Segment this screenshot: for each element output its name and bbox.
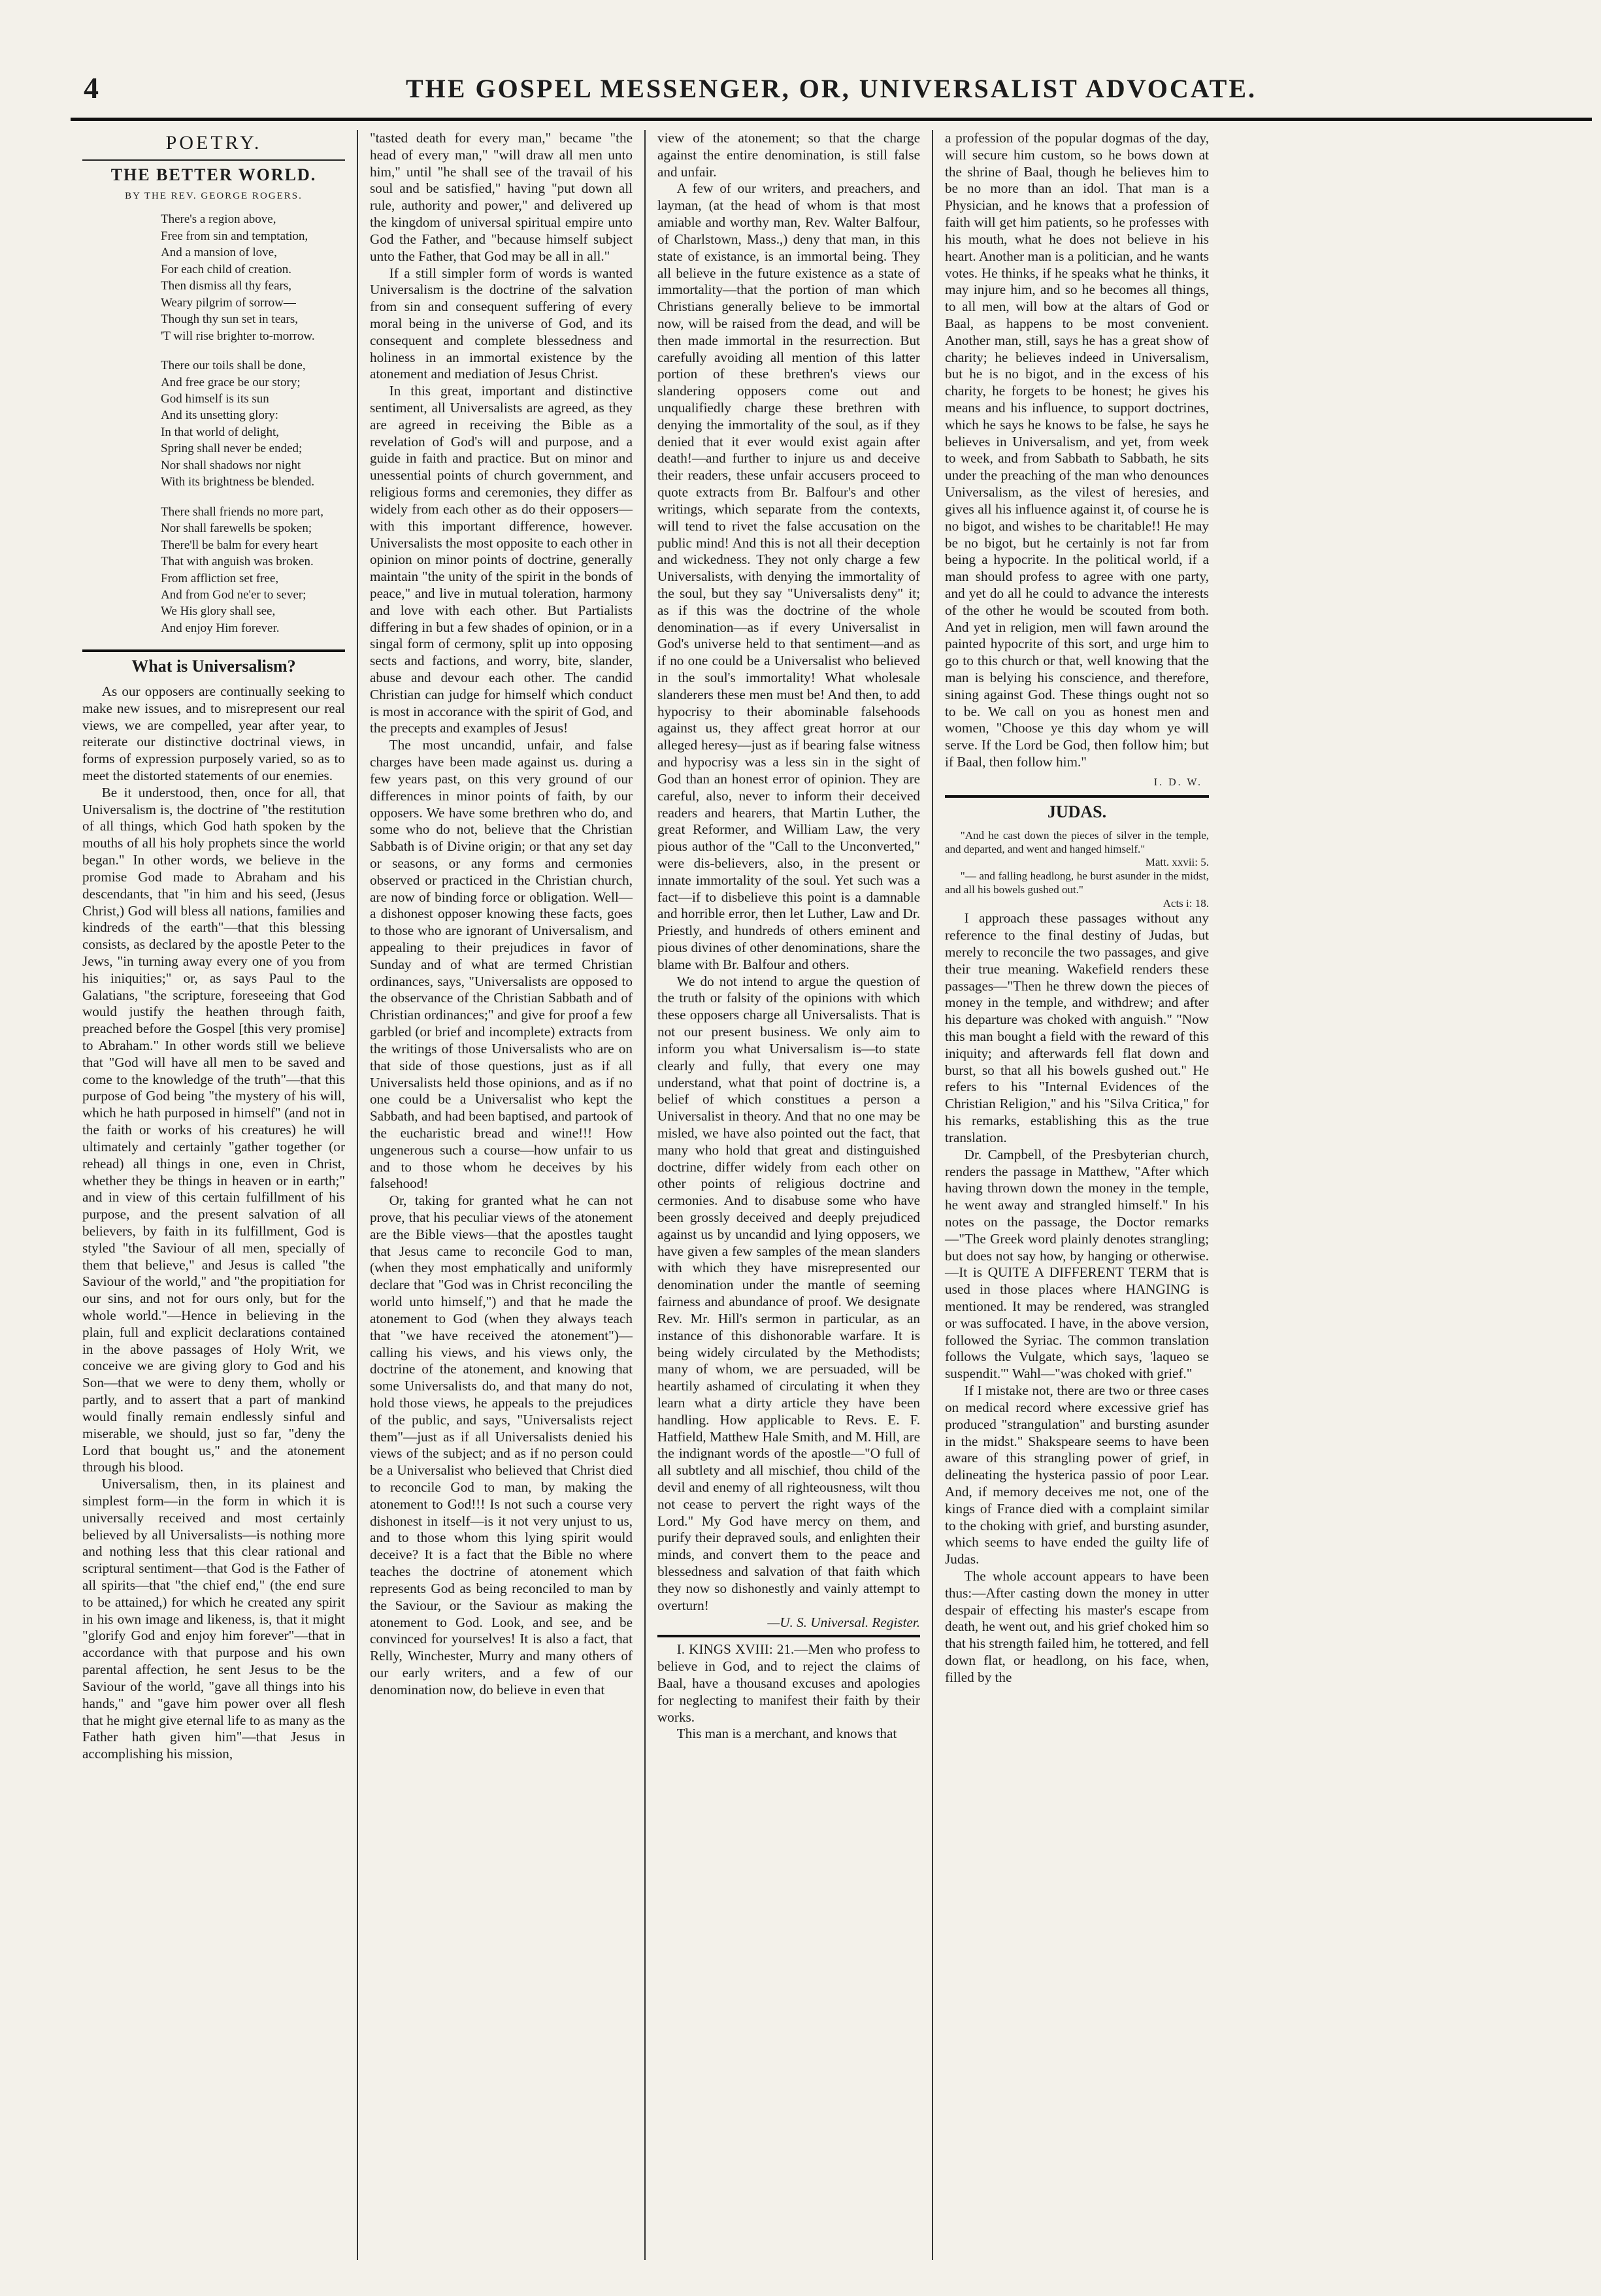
poem-line: There'll be balm for every heart: [161, 538, 318, 552]
column-2: [358, 130, 646, 2260]
epigraph-matthew: "And he cast down the pieces of silver in the temple, and departed, and went and hanged himself.": [945, 829, 1209, 855]
poem-stanza: [161, 211, 345, 344]
article-paragraph: Universalism, then, in its plainest and simplest form—in the form in which it is universally received and most certainly believed by all Universalists—is nothing more and nothing less that this clear rational and scriptural sentiment—that God is the Father of all spirits—that "the chief end," (the end sure to be attained,) for which he created any spirit in his own image and likeness, is, that it might "glorify God and enjoy him forever"—that in accordance with that purpose and his own parental affection, he sent Jesus to be the Saviour of the world, "gave all things into his hands," and "gave him power over all flesh that he might give eternal life to as many as the Father hath given him"—that Jesus in accomplishing his mission,: [82, 1476, 345, 1762]
article-paragraph: We do not intend to argue the question of the truth or falsity of the opinions with which these opposers charge all Universalists. That is not our present business. We only aim to inform you what Universalism is—to state clearly and fully, that every one may understand, what that point of doctrine is, a belief of which constitues a person a Universalist in theory. And that no one may be misled, we have also pointed out the fact, that many who hold that great and distinguished doctrine, differ widely from each other on other points of religious doctrine and cermonies. And to disabuse some who have been grossly deceived and deeply prejudiced against us by uncandid and lying opposers, we have given a few samples of the mean slanders with which they have misrepresented our denomination under the mantle of seeming fairness and abundance of proof. We designate Rev. Mr. Hill's sermon in particular, as an instance of this dishonorable warfare. It is being widely circulated by the Methodists; many of whom, we are persuaded, will be heartily ashamed of circulating it when they learn what a dirty article they have been handling. How applicable to Revs. E. F. Hatfield, Matthew Hale Smith, and M. Hill, are the indignant words of the apostle—"O full of all subtlety and all mischief, thou child of the devil and enemy of all righteousness, wilt thou not cease to pervert the right ways of the Lord." My God have mercy on them, and purify their depraved souls, and enlighten their minds, and convert them to the peace and blessedness and salvation of that faith which they now so dishonestly and vainly attempt to overturn!: [657, 973, 920, 1613]
article-paragraph: In this great, important and distinctive sentiment, all Universalists are agreed, as they are agreed in receiving the Bible as a revelation of God's will and purpose, and a guide in faith and practice. But on minor and unessential points of church government, and religious forms and ceremonies, they differ as widely from each other as do their opposers—with this important difference, however. Universalists the most opposite to each other in opinion on minor points of doctrine, generally maintain "the unity of the spirit in the bonds of peace," and live in mutual toleration, harmony and love with each other. But Partialists differing in but a few shades of opinion, or in a singal form of cermony, split up into opposing sects and factions, and worry, bite, slander, abuse and devour each other. The candid Christian can judge for himself which conduct is most in accorance with the spirit of God, and the precepts and examples of Jesus!: [370, 383, 633, 736]
poem-line: There our toils shall be done,: [161, 359, 306, 373]
columns: [71, 130, 1592, 2260]
poem-line: Then dismiss all thy fears,: [161, 279, 291, 293]
column-4: [933, 130, 1221, 2260]
article-source: —U. S. Universal. Register.: [767, 1614, 920, 1630]
article-paragraph: A few of our writers, and preachers, and layman, (at the head of whom is that most amiable and worthy man, Rev. Walter Balfour, of Charlstown, Mass.,) deny that man, in this state of existance, is an immortal being. They all believe in the future existence as a state of immortality—that the portion of man which Christians generally believe to be immortal now, will be raised from the dead, and will be then made immortal in the resurrection. But carefully avoiding all mention of this latter portion of these brethren's views our slandering opposers come out and unqualifiedly charge these brethren with denying the immortality of the soul, as if they denied that it ever would exist again after death!—and further to injure us and deceive their readers, these unfair accusers proceed to quote extracts from Br. Balfour's and other writings, which separate from the contexts, will tend to rivet the false accusation on the public mind! And this is not all their deception and wickedness. They not only charge a few Universalists, with denying the immortality of the soul, but they say "Universalists deny" it; as if this was the doctrine of the whole denomination—as if every Universalist in God's universe held to that sentiment—and as if no one could be a Universalist who believed in the soul's immortality! What wholesale slanderers these men must be! And then, to add hypocrisy to their abominable falsehoods against us, they affect great horror at our alleged heresy—just as if bearing false witness and hypocrisy was a less sin in the sight of God than an honest error of opinion. They are careful, also, never to inform their deceived readers and hearers, that Martin Luther, the great Reformer, and William Law, the very pious author of the "Call to the Unconverted," were dis-believers, also, in the present or innate immortality of the soul. Yet such was a fact—if to disbelieve this point is a damnable and horrible error, then let Luther, Law and Dr. Priestly, and hundreds of others eminent and pious divines of other denominations, share the blame with Br. Balfour and others.: [657, 180, 920, 972]
epigraph-acts: "— and falling headlong, he burst asunder in the midst, and all his bowels gushed out.": [945, 870, 1209, 896]
kings-text-col4: a profession of the popular dogmas of the day, will secure him custom, so he bows down at the shrine of Baal, though he believes him to be no more than an idol. That man is a Physician, and he knows that a profession of faith will get him patients, so he professes with his mouth, what he does not believe in his heart. Another man is a politician, and he wants votes. He thinks, if he speaks what he thinks, it may injure him, and so he becomes all things, to all men, will bow at the altars of God or Baal, as happens to be most convenient. Another man, still, says he has a great show of charity; he believes indeed in Universalism, but he is no bigot, and in the excess of his charity, he forgets to be honest; he gives his means and his influence, to support doctrines, which he says he knows to be false, he says he believes in Universalism, and yet, from week to week, and from Sabbath to Sabbath, he sits under the preaching of the man who denounces Universalism, as the vilest of heresies, and gives all his influence against it, of course he is no bigot, and wishes to be charitable!! He may be no bigot, but he certainly is not far from being a hypocrite. In the political world, if a man should profess to agree with one party, and yet do all he could to advance the interests of the other he would be scouted from both. And yet in religion, men will fawn around the painted hypocrite of this sort, and urge him to go to this church or that, well knowing that the man is belying his conscience, and therefore, sining against God. These things ought not so to be. We call on you as honest men and women, "Choose ye this day whom ye will serve. If the Lord be God, then follow him; but if Baal, then follow him.": [945, 130, 1209, 770]
article-paragraph: The most uncandid, unfair, and false charges have been made against us. during a few years past, on this very ground of our differences in minor points of faith, by our opposers. We have some brethren who do, and some who do not, believe that the Christian Sabbath is of Divine origin; or that any set day or seasons, or any forms and cermonies observed or practiced in the Christian church, are now of binding force or obligation. Well—a dishonest opposer knowing these facts, goes to those who are ignorant of Universalism, and appealing to their prejudices in favor of Sunday and of what are termed Christian ordinances, says, "Universalists are opposed to the observance of the Christian Sabbath and of Christian ordinances;" and give for proof a few garbled (or brief and incomplete) extracts from the writings of those Universalists who are on that side of those questions, just as if all Universalists held those opinions, and as if no one could be a Universalist who kept the Sabbath, and had been baptised, and partook of the eucharistic bread and wine!!! How ungenerous such a course—how unfair to us and to those whom he deceives by his falsehood!: [370, 737, 633, 1192]
poem-line: For each child of creation.: [161, 262, 291, 276]
article-paragraph: If I mistake not, there are two or three cases on medical record where excessive grief has produced "strangulation" and bursting asunder in the midst." Shakspeare seems to have been aware of this strangling power of grief, in delineating the hysterica passio of poor Lear. And, if memory deceives me not, one of the kings of France died with a complaint similar to the choking with grief, and bursting asunder, which seems to have ended the guilty life of Judas.: [945, 1383, 1209, 1567]
poem-line: There shall friends no more part,: [161, 504, 324, 519]
poetry-section-title: POETRY.: [165, 132, 262, 154]
section-divider: [657, 1635, 920, 1637]
universalism-text-col2: [370, 130, 633, 1699]
section-divider: [945, 795, 1209, 798]
poem-line: Spring shall never be ended;: [161, 442, 303, 456]
poem-line: With its brightness be blended.: [161, 475, 315, 489]
poem-line: From affliction set free,: [161, 571, 279, 585]
article-signature: I. D. W.: [1153, 776, 1202, 788]
column-1: [71, 130, 358, 2260]
universalism-text-col3: [657, 130, 920, 1615]
article-paragraph: I approach these passages without any reference to the final destiny of Judas, but merely to reconcile the two passages, and give their true meaning. Wakefield renders these passages—"Then he threw down the pieces of money in the temple, and withdrew; and after his departure was choked with anguish." "Now this man bought a field with the reward of this iniquity; and afterwards fell flat down and burst, so that all his bowels gushed out." He refers to his "Internal Evidences of the Christian Religion," and his "Silva Critica," for his remarks, establishing this as the true translation.: [945, 910, 1209, 1145]
poem-line: Nor shall shadows nor night: [161, 458, 301, 472]
header-rule: [71, 118, 1592, 121]
poem-line: 'T will rise brighter to-morrow.: [161, 329, 315, 343]
poem-title: THE BETTER WORLD.: [110, 165, 317, 184]
article-paragraph: The whole account appears to have been thus:—After casting down the money in utter despair of effecting his master's escape from death, he went out, and his grief choked him so that his strength failed him, he tottered, and fell down flat, or headlong, on his face, when, filled by the: [945, 1568, 1209, 1685]
article-paragraph: Or, taking for granted what he can not prove, that his peculiar views of the atonement are the Bible views—that the apostles taught that Jesus came to reconcile God to man, (when they most emphatically and uniformly declare that "God was in Christ reconciling the world unto himself,") and that he made the atonement to God (when they always teach that "we have received the atonement")—calling his views, and his views only, the doctrine of the atonement, and knowing that some Universalists do, and that many do not, hold those views, he appeals to the prejudices of the public, and says, "Universalists reject them"—just as if all Universalists denied his views of the subject; and as if no person could be a Universalist who believed that Christ died to reconcile God to man, by making the atonement to God!!! Is not such a course very dishonest in itself—is it not very unjust to us, and to those whom this lying spirit would deceive? It is a fact that the Bible no where teaches the doctrine of atonement which represents God as being reconciled to man by the Saviour, or the Saviour as making the atonement to God. Look, and see, and be convinced for yourselves! It is also a fact, that Relly, Winchester, Murry and many others of our early writers, and a few of our denomination now, do believe in even that: [370, 1192, 633, 1697]
article-title-judas: JUDAS.: [1047, 802, 1107, 822]
poem-line: Free from sin and temptation,: [161, 229, 308, 243]
article-paragraph: "tasted death for every man," became "the head of every man," "will draw all men unto him," until "he shall see of the travail of his soul and be satisfied," having "put down all rule, authority and power," and delivered up the kingdom of universal spiritual empire unto God the Father, and "because himself subject unto the Father, that God may be all in all.": [370, 130, 633, 264]
poem-line: Though thy sun set in tears,: [161, 312, 299, 327]
poem-byline: BY THE REV. GEORGE ROGERS.: [125, 191, 303, 202]
section-divider: [82, 649, 345, 652]
article-title-universalism: What is Universalism?: [131, 657, 296, 676]
poem-line: God himself is its sun: [161, 391, 269, 406]
page-number: 4: [84, 71, 99, 105]
kings-text-col3: [657, 1641, 920, 1743]
masthead: [71, 65, 1592, 118]
poem-line: Weary pilgrim of sorrow—: [161, 295, 296, 310]
article-paragraph: Be it understood, then, once for all, that Universalism is, the doctrine of "the restitution of all things, which God hath spoken by the mouths of all his holy prophets since the world began." In other words, we believe in the promise God made to Abraham and his descendants, that "in him and his seed, (Jesus Christ,) God will bless all nations, families and kindreds of the earth"—that this blessing consists, as declared by the apostle Peter to the Jews, "in turning away every one of you from his iniquities;" or, as says Paul to the Galatians, "the scripture, foreseeing that God would justify the heathen through faith, preached before the Gospel [this very promise] to Abraham." In other words still we believe that "God will have all men to be saved and come to the knowledge of the truth"—that this purpose of God being "the mystery of his will, which he hath purposed in himself" (and not in the faith or works of his creatures) he will ultimately and certainly "gather together (or rehead) all things in one, even in Christ, whether they be things in heaven or in earth;" and in view of this certain fulfillment of his purpose, and the present salvation of all believers, by faith in its fulfillment, God is styled "the Saviour of all men, specially of them that believe," and Jesus is called "the Saviour of the world," and "the propitiation for our sins, and not for ours only, but for the whole world."—Hence in believing in the plain, full and explicit declarations contained in the above passages of Holy Writ, we conceive we are giving glory to God and his Son—that we were to deny them, wholly or partly, and to assert that a part of mankind would finally remain endlessly sinful and miserable, we should, just so far, "deny the Lord that bought us," and the atonement through his blood.: [82, 784, 345, 1475]
poem-line: And from God ne'er to sever;: [161, 587, 306, 602]
column-3: [646, 130, 933, 2260]
article-paragraph: As our opposers are continually seeking to make new issues, and to misrepresent our real views, we are compelled, year after year, to reiterate our distinctive doctrinal views, in forms of expression purposely varied, so as to meet the distorted statements of our enemies.: [82, 683, 345, 784]
poem-line: Nor shall farewells be spoken;: [161, 521, 312, 536]
article-paragraph: This man is a merchant, and knows that: [676, 1726, 897, 1742]
article-paragraph: Dr. Campbell, of the Presbyterian church, renders the passage in Matthew, "After which having thrown down the money in the temple, he went away and strangled himself." In his notes on the passage, the Doctor remarks—"The Greek word plainly denotes strangling; but does not say how, by hanging or otherwise.—It is QUITE A DIFFERENT TERM that is used in those places where HANGING is mentioned. It may be rendered, was strangled or was suffocated. I have, in the above version, followed the Syriac. The common translation follows the Vulgate, which says, 'laqueo se suspendit.'" Wahl—"was choked with grief.": [945, 1146, 1209, 1382]
poem-line: And its unsetting glory:: [161, 408, 278, 423]
poem-line: We His glory shall see,: [161, 604, 276, 619]
poem-stanza: [161, 357, 345, 491]
poem-line: And a mansion of love,: [161, 246, 277, 260]
poem-line: And enjoy Him forever.: [161, 621, 280, 635]
article-paragraph: If a still simpler form of words is wanted Universalism is the doctrine of the salvation from sin and consequent suffering of every moral being in the universe of God, and its consequent and complete blessedness and holiness in an immortal existence by the atonement and mediation of Jesus Christ.: [370, 265, 633, 382]
poem-line: There's a region above,: [161, 212, 276, 227]
poem-stanza: [161, 504, 345, 637]
universalism-text-col1: [82, 683, 345, 1763]
article-paragraph: view of the atonement; so that the charge against the entire denomination, is still false and unfair.: [657, 130, 920, 180]
judas-text: [945, 910, 1209, 1686]
epigraph-acts-ref: Acts i: 18.: [1163, 896, 1209, 910]
poem-line: And free grace be our story;: [161, 375, 301, 389]
article-paragraph: I. KINGS XVIII: 21.—Men who profess to believe in God, and to reject the claims of Baal, have a thousand excuses and apologies for neglecting to manifest their faith by their works.: [657, 1641, 920, 1725]
epigraph-matthew-ref: Matt. xxvii: 5.: [1145, 856, 1209, 869]
newspaper-title: THE GOSPEL MESSENGER, OR, UNIVERSALIST ADVOCATE.: [405, 74, 1257, 103]
poem-line: In that world of delight,: [161, 425, 279, 439]
poem-line: That with anguish was broken.: [161, 555, 314, 569]
poem-body: [82, 211, 345, 636]
section-divider: [82, 159, 345, 161]
